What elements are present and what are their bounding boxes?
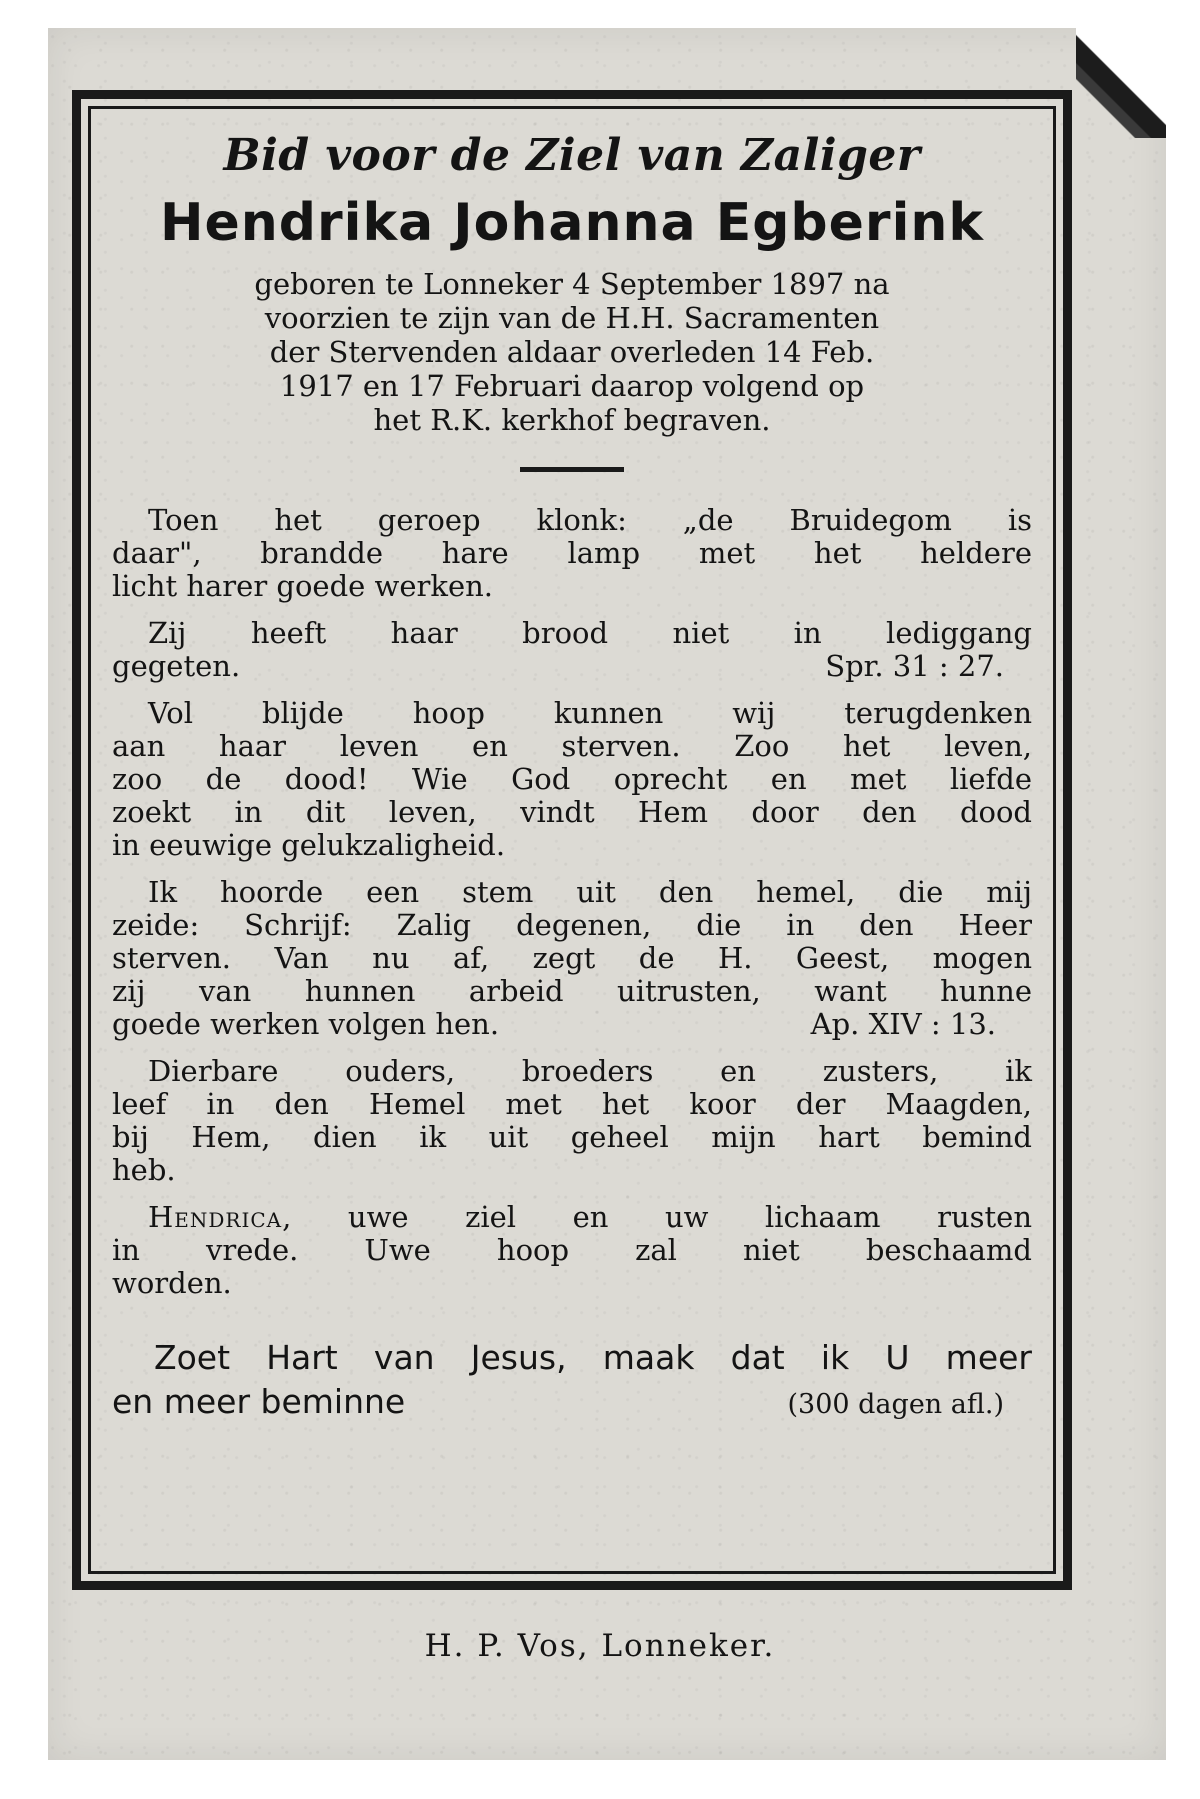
- folded-corner: [1076, 28, 1166, 138]
- text-line: licht harer goede werken.: [112, 569, 494, 603]
- prayer-line-with-indulgence: [112, 1380, 1032, 1427]
- printer-imprint: H. P. Vos, Lonneker.: [424, 1628, 776, 1664]
- paragraph-farewell: [112, 1055, 1032, 1187]
- text-line: zoekt in dit leven, vindt Hem door den dood: [112, 795, 1032, 829]
- text-line: zij van hunnen arbeid uitrusten, want hunne: [112, 974, 1032, 1008]
- text-line: bij Hem, dien ik uit geheel mijn hart bemind: [112, 1120, 1032, 1154]
- text-line: Toen het geroep klonk: „de Bruidegom is: [148, 503, 1032, 537]
- text-line: in eeuwige gelukzaligheid.: [112, 828, 506, 862]
- text-fragment: gegeten.: [112, 649, 241, 683]
- scripture-reference: Spr. 31 : 27.: [825, 649, 1004, 683]
- text-line: Zij heeft haar brood niet in lediggang: [148, 616, 1032, 650]
- paragraph-revelation: [112, 876, 1032, 1041]
- intro-line: 1917 en 17 Februari daarop volgend op: [279, 369, 865, 403]
- text-line-with-reference: [112, 650, 1032, 683]
- card-heading: Bid voor de Ziel van Zaliger: [223, 130, 921, 181]
- paragraph-hope: [112, 697, 1032, 862]
- closing-prayer: [112, 1336, 1032, 1427]
- text-line: daar", brandde hare lamp met het heldere: [112, 536, 1032, 570]
- paragraph-rest-in-peace: [112, 1201, 1032, 1300]
- card-content: [112, 130, 1032, 1427]
- text-line: Dierbare ouders, broeders en zusters, ik: [148, 1054, 1032, 1088]
- intro-line: der Stervenden aldaar overleden 14 Feb.: [269, 335, 875, 369]
- intro-line: het R.K. kerkhof begraven.: [373, 403, 771, 437]
- text-line: zeide: Schrijf: Zalig degenen, die in den Heer: [112, 908, 1032, 942]
- text-line: Vol blijde hoop kunnen wij terugdenken: [148, 696, 1032, 730]
- intro-block: [112, 267, 1032, 437]
- text-line-with-reference: [112, 1008, 1032, 1041]
- indulgence-note: (300 dagen afl.): [787, 1389, 1004, 1420]
- text-line: worden.: [112, 1266, 232, 1300]
- paragraph-proverbs: [112, 617, 1032, 683]
- text-line: zoo de dood! Wie God oprecht en met liefde: [112, 762, 1032, 796]
- text-line: [112, 1201, 1032, 1234]
- scripture-reference: Ap. XIV : 13.: [810, 1007, 996, 1041]
- text-fragment: , uwe ziel en uw lichaam rusten: [282, 1200, 1032, 1234]
- text-line: sterven. Van nu af, zegt de H. Geest, mogen: [112, 941, 1032, 975]
- divider-rule: [520, 467, 624, 472]
- intro-line: geboren te Lonneker 4 September 1897 na: [254, 267, 890, 301]
- text-fragment: goede werken volgen hen.: [112, 1007, 500, 1041]
- text-line: aan haar leven en sterven. Zoo het leven,: [112, 729, 1032, 763]
- text-line: Ik hoorde een stem uit den hemel, die mij: [148, 875, 1032, 909]
- name-smallcaps: Hendrica: [148, 1200, 283, 1234]
- text-line: in vrede. Uwe hoop zal niet beschaamd: [112, 1233, 1032, 1267]
- text-line: heb.: [112, 1153, 176, 1187]
- prayer-line: Zoet Hart van Jesus, maak dat ik U meer: [154, 1338, 1032, 1377]
- deceased-name: Hendrika Johanna Egberink: [160, 193, 984, 253]
- intro-line: voorzien te zijn van de H.H. Sacramenten: [264, 301, 880, 335]
- text-line: leef in den Hemel met het koor der Maagden,: [112, 1087, 1032, 1121]
- paragraph-bridegroom: [112, 504, 1032, 603]
- prayer-line-end: en meer beminne: [112, 1382, 406, 1421]
